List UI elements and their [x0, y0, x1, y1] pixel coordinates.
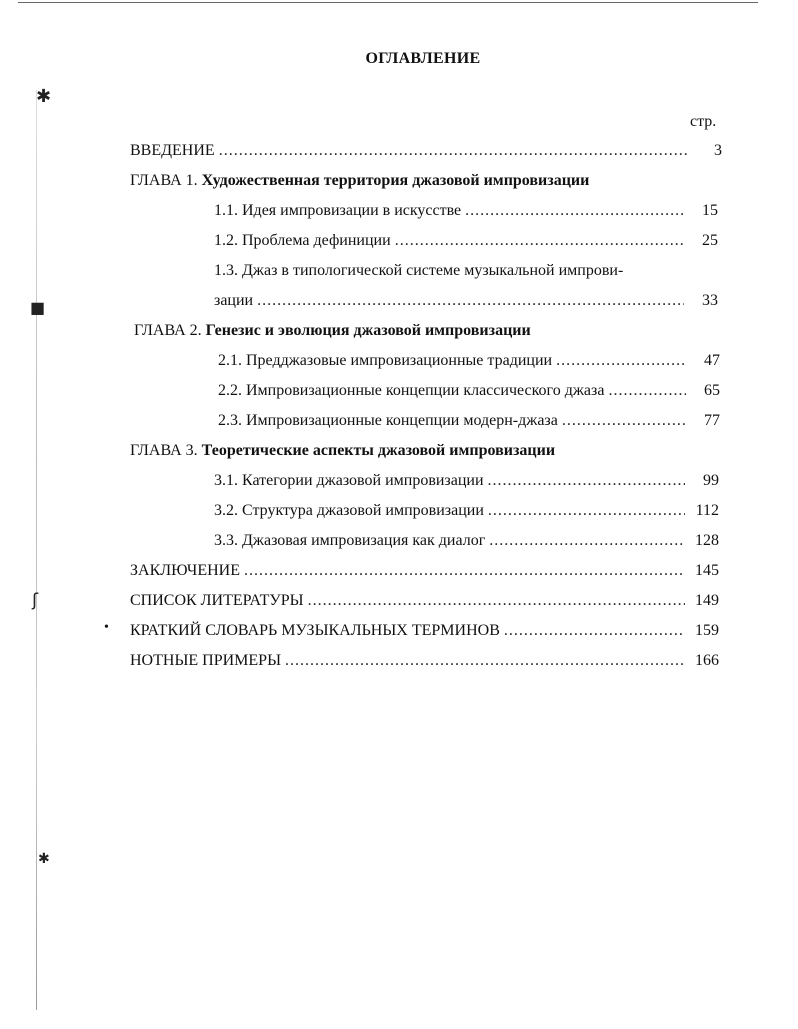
- toc-entry-1-3-line2[interactable]: [214, 291, 718, 311]
- toc-label: 1.1. Идея импровизации в искусстве: [214, 202, 462, 219]
- toc-entry-2-1[interactable]: [218, 351, 720, 371]
- toc-entry-conclusion[interactable]: [130, 561, 719, 581]
- toc-label: 3.2. Структура джазовой импровизации: [214, 502, 484, 519]
- toc-entry-bibliography[interactable]: [130, 591, 719, 611]
- chapter-title: Теоретические аспекты джазовой импровизации: [201, 442, 556, 459]
- toc-page-number: 128: [695, 532, 719, 549]
- dot-leader: [308, 591, 685, 611]
- toc-entry-music-examples[interactable]: [130, 651, 719, 671]
- toc-label: ЗАКЛЮЧЕНИЕ: [130, 562, 240, 579]
- toc-page-number: 149: [695, 592, 719, 609]
- toc-label: СПИСОК ЛИТЕРАТУРЫ: [130, 592, 304, 609]
- toc-label: НОТНЫЕ ПРИМЕРЫ: [130, 652, 282, 669]
- toc-entry-1-2[interactable]: [214, 231, 718, 251]
- chapter-prefix: ГЛАВА 1.: [130, 172, 198, 189]
- toc-label: 2.3. Импровизационные концепции модерн-джаза: [218, 412, 558, 429]
- chapter-title: Художественная территория джазовой импровизации: [201, 172, 590, 189]
- dot-leader: [489, 531, 685, 551]
- toc-entry-1-3-line1[interactable]: 1.3. Джаз в типологической системе музыкальной импрови-: [214, 262, 624, 279]
- toc-label: 1.2. Проблема дефиниции: [214, 232, 391, 249]
- toc-page-number: 33: [702, 292, 718, 309]
- dot-leader: [219, 141, 688, 161]
- toc-page-number: 65: [704, 382, 720, 399]
- dot-leader: [465, 201, 684, 221]
- dot-leader: [395, 231, 684, 251]
- chapter-title: Генезис и эволюция джазовой импровизации: [205, 322, 531, 339]
- left-scan-edge: [36, 90, 37, 1010]
- dot-leader: [556, 351, 686, 371]
- dot-leader: [285, 651, 685, 671]
- dot-leader: [504, 621, 685, 641]
- toc-entry-3-3[interactable]: [214, 531, 719, 551]
- top-scan-rule: [18, 2, 758, 3]
- toc-page-number: 77: [704, 412, 720, 429]
- chapter-prefix: ГЛАВА 2.: [134, 322, 202, 339]
- dot-leader: [608, 381, 686, 401]
- dot-leader: [562, 411, 686, 431]
- toc-page-number: 47: [704, 352, 720, 369]
- toc-page-number: 15: [702, 202, 718, 219]
- toc-entry-glossary[interactable]: [130, 621, 719, 641]
- toc-page-number: 3: [714, 142, 722, 159]
- toc-label: 2.2. Импровизационные концепции классического джаза: [218, 382, 605, 399]
- dot-leader: [244, 561, 685, 581]
- toc-label: зации: [214, 292, 254, 309]
- toc-label: КРАТКИЙ СЛОВАРЬ МУЗЫКАЛЬНЫХ ТЕРМИНОВ: [130, 622, 500, 639]
- chapter-prefix: ГЛАВА 3.: [130, 442, 198, 459]
- bullet-mark: •: [104, 620, 109, 635]
- dot-leader: [488, 471, 685, 491]
- scan-mark-3: ʃ: [32, 590, 39, 611]
- toc-entry-3-2[interactable]: [214, 501, 719, 521]
- chapter-heading-1[interactable]: [130, 171, 589, 191]
- toc-label: 3.1. Категории джазовой импровизации: [214, 472, 484, 489]
- toc-label: 3.3. Джазовая импровизация как диалог: [214, 532, 486, 549]
- page-title: ОГЛАВЛЕНИЕ: [365, 50, 481, 67]
- toc-entry-intro[interactable]: [130, 141, 722, 161]
- toc-page-number: 99: [703, 472, 719, 489]
- toc-label: ВВЕДЕНИЕ: [130, 142, 215, 159]
- toc-page-number: 166: [695, 652, 719, 669]
- toc-label: 2.1. Предджазовые импровизационные традиции: [218, 352, 553, 369]
- toc-page-number: 112: [695, 502, 719, 519]
- toc-entry-1-1[interactable]: [214, 201, 718, 221]
- toc-page-number: 159: [695, 622, 719, 639]
- toc-page-number: 145: [695, 562, 719, 579]
- toc-entry-3-1[interactable]: [214, 471, 719, 491]
- scan-mark-4: ✱: [38, 851, 50, 867]
- scan-mark-2: ■: [30, 298, 46, 317]
- dot-leader: [257, 291, 684, 311]
- scan-mark-1: ✱: [36, 86, 52, 107]
- page-column-label: стр.: [690, 113, 717, 130]
- chapter-heading-2[interactable]: [134, 321, 531, 341]
- toc-page-number: 25: [702, 232, 718, 249]
- chapter-heading-3[interactable]: [130, 441, 555, 461]
- dot-leader: [488, 501, 685, 521]
- toc-entry-2-3[interactable]: [218, 411, 720, 431]
- toc-entry-2-2[interactable]: [218, 381, 720, 401]
